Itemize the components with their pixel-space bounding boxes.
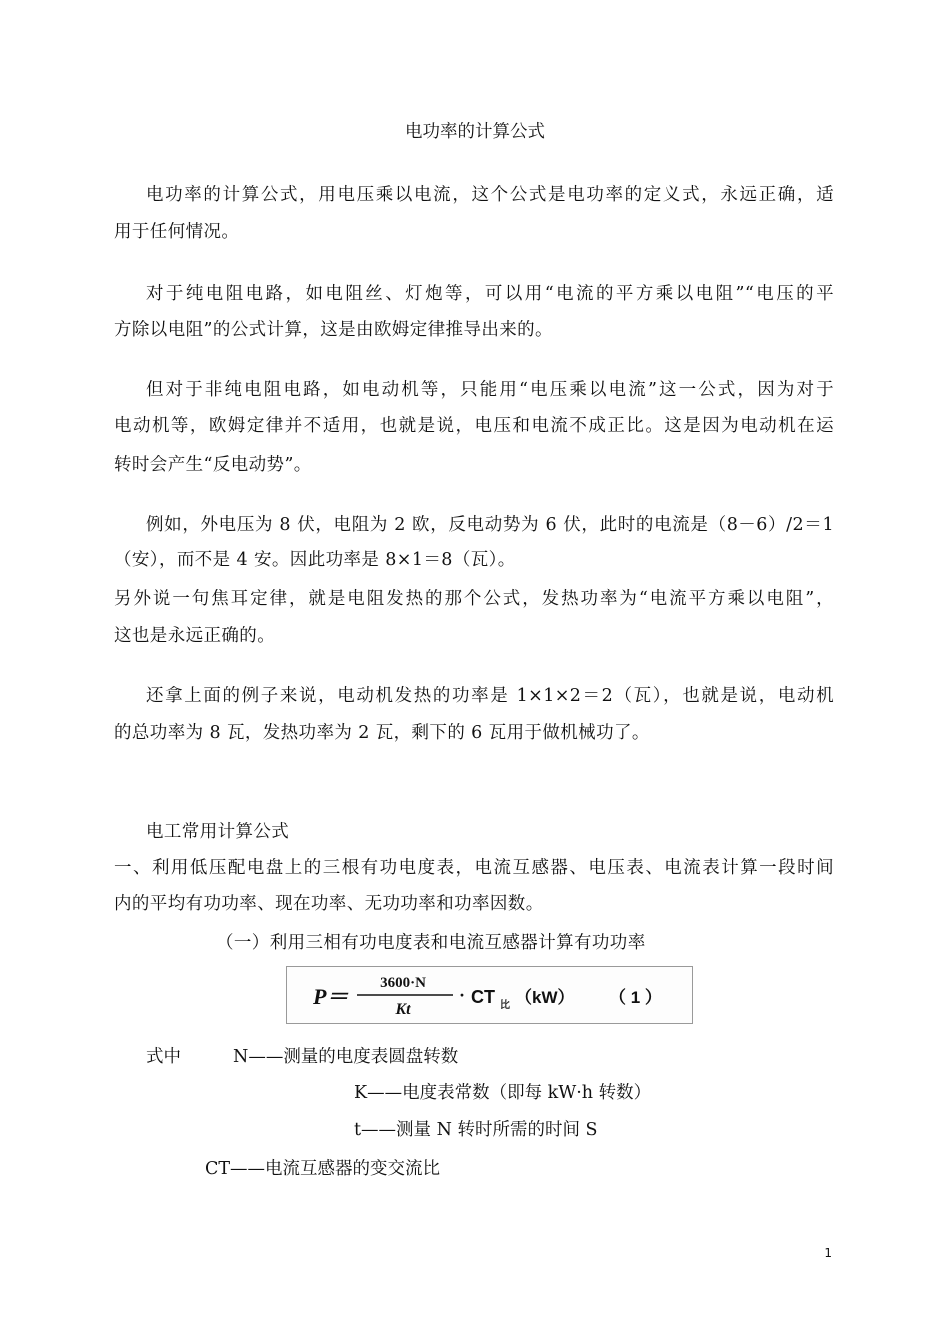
formula-dot: · <box>459 985 466 1005</box>
page-number: 1 <box>824 1246 832 1260</box>
formula-unit: （kW） <box>515 988 575 1007</box>
paragraph-3-line-2: 电动机等，欧姆定律并不适用，也就是说，电压和电流不成正比。这是因为电动机在运 <box>114 416 834 436</box>
paragraph-4-line-2: （安），而不是 4 安。因此功率是 8×1＝8（瓦）。 <box>114 550 516 570</box>
paragraph-1-line-1: 电功率的计算公式，用电压乘以电流，这个公式是电功率的定义式，永远正确，适 <box>146 185 834 205</box>
item-1-line-2: 内的平均有功功率、现在功率、无功功率和功率因数。 <box>114 894 544 914</box>
paragraph-6-line-2: 的总功率为 8 瓦，发热功率为 2 瓦，剩下的 6 瓦用于做机械功了。 <box>114 723 650 743</box>
paragraph-3-line-1: 但对于非纯电阻电路，如电动机等，只能用“电压乘以电流”这一公式，因为对于 <box>146 380 834 400</box>
paragraph-5-line-2: 这也是永远正确的。 <box>114 626 276 646</box>
definitions-label: 式中 <box>146 1047 181 1067</box>
item-1-line-1: 一、利用低压配电盘上的三根有功电度表，电流互感器、电压表、电流表计算一段时间 <box>114 858 834 878</box>
paragraph-4-line-1: 例如，外电压为 8 伏，电阻为 2 欧，反电动势为 6 伏，此时的电流是（8－6）/2＝1 <box>146 515 834 535</box>
definition-t: t——测量 N 转时所需的时间 S <box>354 1120 598 1140</box>
definition-N: N——测量的电度表圆盘转数 <box>233 1047 459 1067</box>
paragraph-1-line-2: 用于任何情况。 <box>114 222 240 242</box>
formula-numerator: 3600·N <box>380 975 426 991</box>
formula-lhs: P＝ <box>313 984 349 1009</box>
paragraph-5-line-1: 另外说一句焦耳定律，就是电阻发热的那个公式，发热功率为“电流平方乘以电阻”， <box>114 589 834 609</box>
paragraph-6-line-1: 还拿上面的例子来说，电动机发热的功率是 1×1×2＝2（瓦），也就是说，电动机 <box>146 686 834 706</box>
subsection-heading: （一）利用三相有功电度表和电流互感器计算有功功率 <box>216 933 646 953</box>
paragraph-2-line-1: 对于纯电阻电路，如电阻丝、灯炮等，可以用“电流的平方乘以电阻”“电压的平 <box>146 284 834 304</box>
section-heading: 电工常用计算公式 <box>146 822 290 842</box>
formula-equation-number: （ 1 ） <box>609 988 662 1007</box>
paragraph-2-line-2: 方除以电阻”的公式计算，这是由欧姆定律推导出来的。 <box>114 320 553 340</box>
formula-ct: CT <box>471 987 495 1007</box>
definition-K: K——电度表常数（即每 kW·h 转数） <box>354 1083 652 1103</box>
definition-CT: CT——电流互感器的变交流比 <box>205 1159 441 1179</box>
formula-image <box>286 966 693 1024</box>
paragraph-3-line-3: 转时会产生“反电动势”。 <box>114 455 312 475</box>
formula-denominator: Kt <box>395 1001 411 1018</box>
document-title: 电功率的计算公式 <box>405 122 545 142</box>
formula-ct-subscript: 比 <box>500 1000 510 1011</box>
